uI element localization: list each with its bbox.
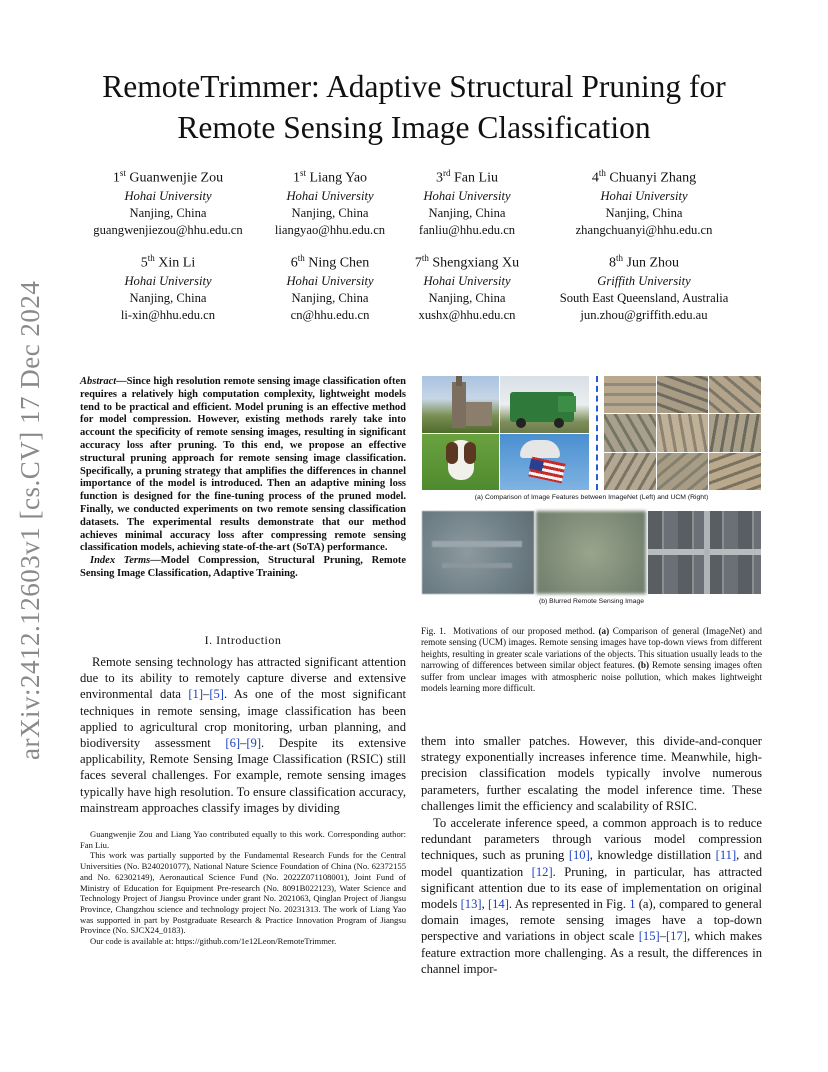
author-order-suffix: rd: [443, 168, 451, 178]
author-affiliation: Hohai University: [286, 273, 374, 288]
author-email[interactable]: cn@hhu.edu.cn: [290, 307, 370, 322]
author-email[interactable]: fanliu@hhu.edu.cn: [418, 222, 516, 237]
ucm-tile: [604, 376, 656, 413]
figure-caption: [421, 626, 762, 694]
intro-text-2: . As one of the most significant techniques in remote sensing, image classification has been applied to agricultural crop monitoring, urban planning, and biodiversity assessment: [80, 687, 406, 751]
author-name: [544, 164, 744, 188]
text: , and model quantization: [421, 848, 762, 879]
citation-link[interactable]: [17]: [665, 929, 687, 944]
subcaption-b: (b) Blurred Remote Sensing Image: [538, 598, 645, 605]
arxiv-stamp: arXiv:2412.12603v1 [cs.CV] 17 Dec 2024: [15, 280, 45, 760]
dashed-divider: [596, 376, 598, 490]
author-order: 1: [112, 170, 120, 186]
text: . Pruning, in particular, has attracted significant attention due to its ease of implementation on original models: [421, 864, 762, 912]
author-order: 7: [414, 255, 422, 271]
blurred-image-1: [422, 511, 534, 594]
author-affiliation: Hohai University: [286, 188, 374, 203]
footnote-2: This work was partially supported by the Fundamental Research Funds for the Central Universities (No. B240201077), National Nature Science Foundation of China (No. 62372155 and No. 62302149), Aeronautical Science Fund (No. 2022Z071108001), Joint Fund of Ministry of Education for Equipment Pre-research (No. 8091B022123), Water Science and Technology Project of Jiangsu Province under grant No. 2021063, Qinglan Project of Jiangsu Province, Changzhou science and technology project No. 20231313. The work of Liang Yao was supported in part by Postgraduate Research & Practice Innovation Program of Jiangsu Province (No. SJCX24_0183).: [80, 850, 406, 936]
author-location: Nanjing, China: [129, 290, 207, 305]
caption-text: Comparison of general (ImageNet) and remote sensing (UCM) images. Remote sensing images have top-down views from different heights, resulting in greater scale variations of the objects. This situation usually leads to the narrowing of differences between similar object features.: [421, 626, 762, 671]
citation-link[interactable]: [14]: [487, 897, 509, 912]
author-affiliation: Hohai University: [423, 188, 511, 203]
author-name-text: Shengxiang Xu: [432, 255, 520, 271]
church-image: [422, 376, 499, 433]
citation-link[interactable]: [13]: [460, 897, 482, 912]
dash: –: [203, 687, 210, 702]
author-order-suffix: st: [299, 168, 306, 178]
paragraph: them into smaller patches. However, this divide-and-conquer strategy exponentially increases inference time. Meanwhile, high-precision classification models typically involve numerous parameters, further escalating the model inference time. These challenges limit the efficiency and scalability of RSIC.: [421, 734, 762, 813]
text: To accelerate inference speed, a common approach is to reduce redundant parameters through various model compression techniques, such as pruning: [421, 816, 762, 863]
author-order-suffix: th: [147, 253, 155, 263]
author-affiliation: Griffith University: [597, 273, 691, 288]
author-affiliation: Hohai University: [600, 188, 688, 203]
text: ,: [481, 897, 488, 912]
ucm-tile: [709, 453, 761, 490]
ucm-tile: [657, 414, 709, 451]
citation-link[interactable]: [6]: [225, 736, 241, 751]
section-heading-introduction: I. Introduction: [204, 633, 282, 647]
author-location: Nanjing, China: [129, 205, 207, 220]
ucm-tile: [709, 414, 761, 451]
citation-link[interactable]: [1]: [188, 687, 204, 702]
dash: –: [240, 736, 247, 751]
text: , knowledge distillation: [589, 848, 716, 863]
text: (a), compared to general domain images, remote sensing images have a top-down perspective and variations in object scale: [421, 897, 762, 944]
intro-text-3: . Despite its extensive applicability, Remote Sensing Image Classification (RSIC) still faces several challenges. For example, remote sensing images typically have high resolution. To ensure classification accuracy, mainstream approaches classify images by dividing: [80, 736, 406, 815]
caption-text: Remote sensing images often suffer from unclear images with atmospheric noise pollution, which makes lightweight models learning more difficult.: [421, 660, 763, 694]
dash: –: [659, 929, 666, 944]
author-email[interactable]: zhangchuanyi@hhu.edu.cn: [575, 222, 713, 237]
author-affiliation: Hohai University: [423, 273, 511, 288]
author-location: Nanjing, China: [428, 205, 506, 220]
blurred-image-3: [648, 511, 761, 594]
author-name-text: Jun Zhou: [626, 255, 679, 271]
blurred-image-2: [536, 511, 646, 594]
author-affiliation: Hohai University: [124, 188, 212, 203]
paper-title: RemoteTrimmer: Adaptive Structural Pruning for Remote Sensing Image Classification: [102, 69, 726, 145]
text: . As represented in Fig.: [508, 897, 630, 912]
author-name-text: Fan Liu: [454, 170, 498, 186]
author-name-text: Xin Li: [158, 255, 196, 271]
author-order: 5: [140, 255, 148, 271]
author: [544, 249, 744, 324]
intro-text-1: Remote sensing technology has attracted significant attention due to its ability to remotely capture diverse and extensive environmental data: [80, 655, 406, 702]
abstract-text: —Since high resolution remote sensing image classification often requires a relatively high computation complexity, lightweight models tend to be practical and efficient. Model pruning is an effective method for model compression. However, existing methods rarely take into account the specificity of remote sensing images, resulting in significant accuracy loss after pruning. To this end, we propose an effective structural pruning approach for remote sensing image classification. Specifically, a pruning strategy that amplifies the differences in channel importance of the model is introduced. Then an adaptive mining loss function is designed for the fine-tuning process of the pruned model. Finally, we conducted experiments on two remote sensing classification datasets. The experimental results demonstrate that our method achieves minimal accuracy loss after compressing remote sensing classification models, achieving state-of-the-art (SoTA) performance.: [80, 376, 406, 554]
figure-link[interactable]: 1: [629, 897, 636, 912]
footnotes: [80, 829, 406, 947]
citation-link[interactable]: [15]: [638, 929, 660, 944]
paragraph: [421, 815, 762, 977]
author-order-suffix: th: [598, 168, 606, 178]
author-name-text: Guanwenjie Zou: [129, 170, 224, 186]
index-terms-text: —Model Compression, Structural Pruning, Remote Sensing Image Classification, Adaptive Training.: [80, 555, 407, 579]
author-order-suffix: st: [119, 168, 126, 178]
text: , which makes feature extraction more challenging. As a result, the differences in channel impor-: [421, 929, 762, 976]
author-email[interactable]: liangyao@hhu.edu.cn: [274, 222, 386, 237]
author: [367, 164, 567, 239]
author-location: Nanjing, China: [428, 290, 506, 305]
ucm-tile: [657, 453, 709, 490]
author-order-suffix: th: [297, 253, 305, 263]
index-terms-label: Index Terms: [90, 555, 151, 567]
author-order: 4: [591, 170, 599, 186]
author-email[interactable]: xushx@hhu.edu.cn: [418, 307, 516, 322]
author-name-text: Chuanyi Zhang: [609, 170, 697, 186]
citation-link[interactable]: [11]: [715, 848, 737, 863]
abstract-label: Abstract: [80, 376, 117, 387]
citation-link[interactable]: [10]: [568, 848, 590, 863]
citation-link[interactable]: [5]: [209, 687, 224, 702]
right-column-text: [421, 733, 762, 977]
truck-image: [500, 376, 589, 433]
ucm-tile: [604, 453, 656, 490]
author-name: [367, 249, 567, 273]
citation-link[interactable]: [12]: [531, 864, 553, 879]
parachute-image: [500, 434, 589, 490]
citation-link[interactable]: [9]: [246, 736, 262, 751]
author-name: [544, 249, 744, 273]
author: [367, 249, 567, 324]
caption-a-marker: (a): [598, 626, 610, 636]
author-name-text: Ning Chen: [308, 255, 370, 271]
abstract: [80, 376, 406, 581]
author-order: 1: [292, 170, 300, 186]
author-order-suffix: th: [615, 253, 623, 263]
ucm-tile: [604, 414, 656, 451]
ucm-tile: [657, 376, 709, 413]
author-email[interactable]: jun.zhou@griffith.edu.au: [580, 307, 708, 322]
caption-b-marker: (b): [637, 660, 650, 671]
author-location: Nanjing, China: [605, 205, 683, 220]
author-location: South East Queensland, Australia: [559, 290, 729, 305]
author-name: [367, 164, 567, 188]
subcaption-a: (a) Comparison of Image Features between ImageNet (Left) and UCM (Right): [474, 494, 709, 501]
author-affiliation: Hohai University: [124, 273, 212, 288]
dog-image: [422, 434, 499, 490]
ucm-tile: [709, 376, 761, 413]
author-email[interactable]: guangwenjiezou@hhu.edu.cn: [93, 222, 243, 237]
author-order: 3: [436, 170, 444, 186]
author: [544, 164, 744, 239]
author-order-suffix: th: [421, 253, 429, 263]
footnote-3: Our code is available at: https://github.com/1e12Leon/RemoteTrimmer.: [90, 936, 337, 947]
footnote-1: Guangwenjie Zou and Liang Yao contributed equally to this work. Corresponding author: Fan Liu.: [80, 829, 406, 850]
author-order: 6: [290, 255, 298, 271]
intro-paragraph: [80, 654, 406, 816]
author-email[interactable]: li-xin@hhu.edu.cn: [120, 307, 216, 322]
author-location: Nanjing, China: [291, 290, 369, 305]
author-name-text: Liang Yao: [309, 170, 368, 186]
author-order: 8: [608, 255, 616, 271]
figure-label: Fig. 1.: [421, 626, 446, 636]
author-location: Nanjing, China: [291, 205, 369, 220]
ucm-image-grid: [604, 376, 761, 490]
caption-text: Motivations of our proposed method.: [453, 626, 599, 636]
